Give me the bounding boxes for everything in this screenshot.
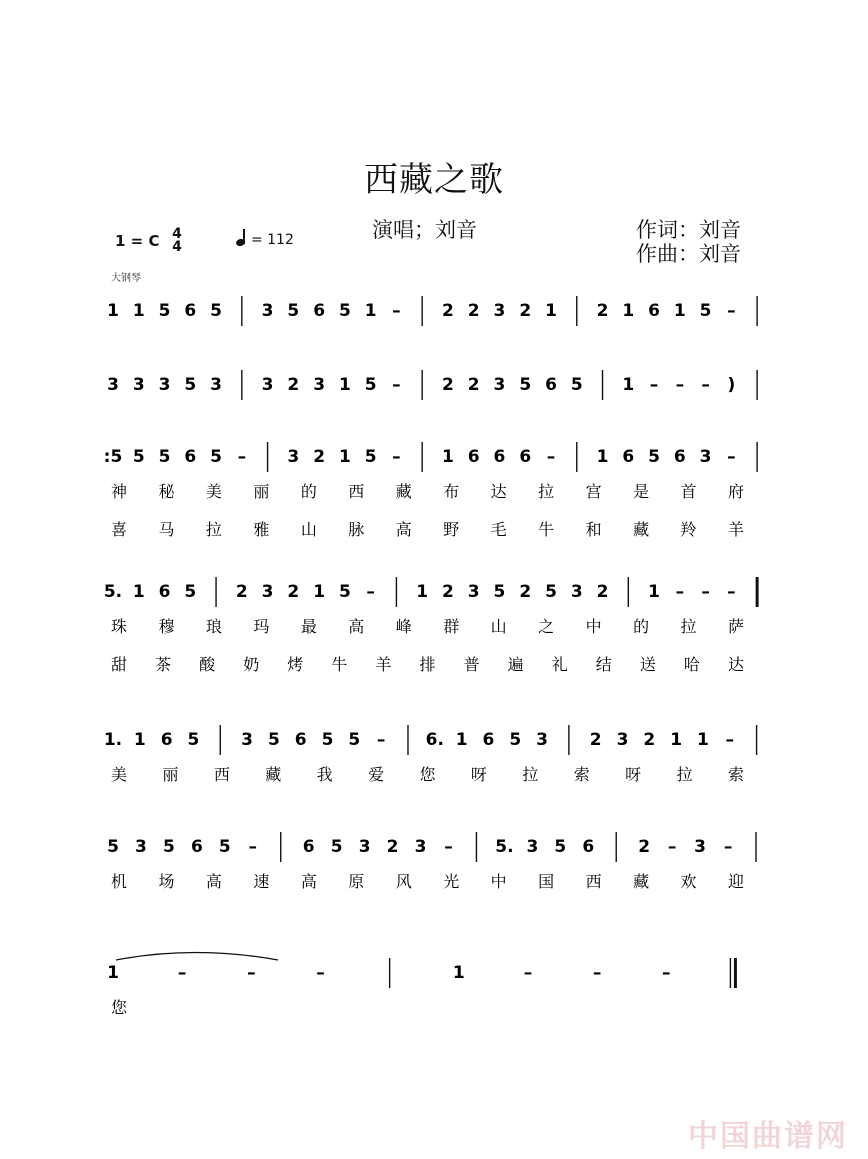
score-note: 6 (160, 730, 173, 750)
lyric-char: 西 (585, 872, 602, 891)
score-note: 1 (313, 582, 326, 602)
lyric-char: 神 (110, 482, 128, 501)
lyric-char: 藏 (633, 520, 650, 539)
score-note: 5 (184, 375, 197, 395)
lyric-char: 和 (585, 520, 602, 539)
lyric-char: 宫 (585, 482, 602, 501)
lyric-char: 高 (205, 872, 222, 891)
score-note: 3 (570, 582, 583, 602)
score-note: 3 (313, 375, 326, 395)
lyric-char: 机 (110, 872, 128, 891)
composer-credit: 作曲：刘音 (636, 242, 741, 266)
lyric-char: 风 (395, 872, 412, 891)
score-note: – (237, 447, 247, 467)
score-note: 2 (467, 301, 480, 321)
score-note: 1 (132, 582, 145, 602)
lyric-char: 国 (538, 872, 555, 891)
score-note: – (649, 375, 659, 395)
lyric-char: 结 (595, 655, 612, 674)
lyric-char: 欢 (680, 872, 697, 891)
score-note: 5 (287, 301, 300, 321)
lyric-char: 您 (110, 998, 128, 1017)
score-note: 3 (158, 375, 171, 395)
score-note: 1 (416, 582, 429, 602)
score-note: 5 (648, 447, 660, 467)
score-note: 1. (103, 730, 123, 750)
lyric-char: 拉 (538, 482, 555, 501)
score-note: – (727, 582, 736, 602)
score-note: – (592, 963, 602, 983)
lyric-char: 场 (158, 872, 175, 891)
score-note: 1 (697, 730, 709, 750)
lyric-char: 达 (727, 655, 745, 674)
lyric-char: 达 (490, 482, 507, 501)
lyric-char: 烤 (287, 655, 304, 674)
lyric-char: 呀 (470, 765, 487, 784)
score-note: 2 (596, 301, 609, 321)
score-note: 5 (132, 447, 145, 467)
score-note: 6 (482, 730, 495, 750)
score-note: 3 (261, 301, 274, 321)
score-note: 1 (364, 301, 377, 321)
lyric-char: 速 (253, 872, 270, 891)
lyric-char: 茶 (155, 655, 172, 674)
score-note: 1 (338, 375, 351, 395)
score-note: 3 (210, 375, 222, 395)
score-note: :5 (103, 447, 123, 467)
score-note: 1 (670, 730, 683, 750)
lyric-char: 甜 (110, 655, 128, 674)
lyric-char: 哈 (683, 655, 700, 674)
score-note: 1 (107, 301, 119, 321)
score-note: – (701, 582, 710, 602)
score-note: 2 (643, 730, 656, 750)
score-note: 2 (596, 582, 609, 602)
score-note: 6 (294, 730, 307, 750)
score-note: – (392, 375, 401, 395)
score-note: 5 (509, 730, 522, 750)
score-note: 5 (210, 301, 222, 321)
score-note: 5 (570, 375, 583, 395)
score-note: 2 (313, 447, 326, 467)
lyric-char: 藏 (265, 765, 282, 784)
lyric-char: 西 (213, 765, 230, 784)
lyric-char: 您 (419, 765, 436, 784)
score-note: 6 (184, 447, 197, 467)
lyric-char: 礼 (551, 655, 568, 674)
lyric-char: 丽 (162, 765, 179, 784)
lyric-char: 珠 (110, 617, 128, 636)
lyric-char: 雅 (253, 520, 270, 539)
slur (116, 953, 278, 961)
lyric-char: 送 (639, 655, 656, 674)
score-note: – (701, 375, 710, 395)
score-note: 2 (287, 375, 300, 395)
song-title: 西藏之歌 (364, 160, 504, 200)
score-note: 2 (589, 730, 602, 750)
score-note: 5 (218, 837, 231, 857)
score-note: 5 (545, 582, 557, 602)
score-note: 1 (133, 730, 146, 750)
lyric-char: 琅 (205, 617, 222, 636)
score-note: 3 (467, 582, 480, 602)
score-note: 6 (519, 447, 532, 467)
score-note: 5. (103, 582, 123, 602)
score-note: – (376, 730, 386, 750)
lyric-char: 原 (348, 872, 365, 891)
score-note: 3 (287, 447, 300, 467)
score-note: 3 (135, 837, 147, 857)
lyric-char: 遍 (507, 655, 524, 674)
score-note: 1 (107, 963, 119, 983)
score-note: 6 (313, 301, 326, 321)
score-note: 6 (673, 447, 686, 467)
lyric-char: 美 (205, 482, 222, 501)
score-note: 6 (158, 582, 171, 602)
score-note: 6 (467, 447, 480, 467)
lyric-char: 首 (680, 482, 697, 501)
score-note: 1 (132, 301, 145, 321)
score-note: 3 (493, 301, 506, 321)
score-note: 1 (452, 963, 465, 983)
lyric-char: 拉 (205, 520, 222, 539)
score-note: 1 (442, 447, 454, 467)
score-note: 5 (321, 730, 334, 750)
score-note: 3 (526, 837, 539, 857)
score-note: 3 (107, 375, 119, 395)
score-note: 3 (694, 837, 707, 857)
instrument-label: 大钢琴 (111, 273, 141, 284)
lyric-char: 喜 (110, 520, 128, 539)
score-note: 3 (493, 375, 506, 395)
score-note: 5 (348, 730, 361, 750)
lyric-char: 布 (443, 482, 460, 501)
score-note: 1 (596, 447, 609, 467)
score-note: 6 (622, 447, 635, 467)
lyric-char: 萨 (727, 617, 745, 636)
lyric-char: 羊 (375, 655, 392, 674)
lyric-char: 迎 (727, 872, 745, 891)
lyric-char: 美 (110, 765, 128, 784)
tempo-value: = 112 (250, 232, 294, 248)
score-note: 2 (287, 582, 300, 602)
score-note: 5 (162, 837, 175, 857)
score-note: 6 (545, 375, 557, 395)
lyric-char: 拉 (522, 765, 539, 784)
lyric-char: 牛 (331, 655, 348, 674)
score-note: 3 (699, 447, 712, 467)
lyric-char: 脉 (348, 520, 365, 539)
score-note: 5 (158, 447, 171, 467)
score-note: 3 (536, 730, 548, 750)
score-note: 5 (187, 730, 200, 750)
lyric-char: 羚 (680, 520, 697, 539)
score-note: 2 (235, 582, 248, 602)
lyric-char: 拉 (680, 617, 697, 636)
score-note: – (392, 447, 401, 467)
lyric-char: 毛 (490, 520, 507, 539)
score-note: 1 (545, 301, 557, 321)
score-note: 5 (699, 301, 712, 321)
score-note: 2 (442, 375, 454, 395)
score-note: 3 (241, 730, 254, 750)
score-note: 1 (455, 730, 468, 750)
performer-credit: 演唱；刘音 (372, 218, 477, 242)
lyric-char: 玛 (253, 617, 270, 636)
lyric-char: 是 (633, 482, 650, 501)
score-note: 2 (467, 375, 480, 395)
lyric-char: 的 (633, 617, 650, 636)
score-note: 6 (184, 301, 197, 321)
lyric-char: 山 (300, 520, 317, 539)
score-note: – (177, 963, 187, 983)
score-note: 5 (364, 447, 377, 467)
score-note: 5 (338, 301, 351, 321)
score-note: 2 (386, 837, 399, 857)
lyric-char: 野 (443, 520, 460, 539)
score-note: – (725, 730, 735, 750)
score-note: 3 (261, 582, 274, 602)
lyric-char: 羊 (727, 520, 745, 539)
score-note: – (247, 963, 256, 983)
score-note: 6 (582, 837, 595, 857)
lyric-char: 藏 (633, 872, 650, 891)
lyric-char: 牛 (538, 520, 555, 539)
score-note: – (248, 837, 258, 857)
score-note: – (523, 963, 533, 983)
lyric-char: 峰 (395, 617, 412, 636)
score-note: 3 (414, 837, 427, 857)
score-note: 2 (638, 837, 651, 857)
score-note: 5 (330, 837, 343, 857)
lyric-char: 高 (300, 872, 317, 891)
score-note: 6 (190, 837, 203, 857)
score-note: – (675, 582, 685, 602)
lyric-char: 马 (158, 520, 175, 539)
lyric-char: 爱 (368, 765, 385, 784)
lyric-char: 之 (538, 617, 555, 636)
score-note: 1 (622, 375, 635, 395)
key-signature: 1 = C (115, 232, 160, 250)
lyric-char: 中 (585, 617, 602, 636)
lyric-char: 普 (463, 655, 480, 674)
lyric-char: 酸 (199, 655, 216, 674)
score-note: 1 (338, 447, 351, 467)
score-note: 6 (302, 837, 315, 857)
score-note: – (316, 963, 325, 983)
lyric-char: 索 (727, 765, 745, 784)
score-note: 1 (622, 301, 635, 321)
lyric-char: 群 (443, 617, 460, 636)
score-note: 5 (158, 301, 171, 321)
score-note: 2 (442, 582, 454, 602)
lyricist-credit: 作词：刘音 (636, 218, 741, 242)
score-note: 5 (554, 837, 567, 857)
score-note: ) (727, 375, 736, 395)
lyric-char: 拉 (676, 765, 693, 784)
lyric-char: 中 (490, 872, 507, 891)
score-note: 5 (210, 447, 222, 467)
score-note: – (667, 837, 677, 857)
score-note: 5 (519, 375, 532, 395)
score-note: 3 (261, 375, 274, 395)
score-note: – (675, 375, 685, 395)
score-note: 2 (442, 301, 454, 321)
score-note: – (727, 301, 736, 321)
score-note: – (662, 963, 671, 983)
lyric-char: 的 (300, 482, 317, 501)
score-note: 3 (616, 730, 629, 750)
score-note: – (723, 837, 733, 857)
time-signature-top: 4 (172, 226, 182, 242)
lyric-char: 西 (348, 482, 365, 501)
lyric-char: 高 (348, 617, 365, 636)
score-note: – (444, 837, 453, 857)
lyric-char: 藏 (395, 482, 412, 501)
lyric-char: 最 (300, 617, 317, 636)
score-note: 2 (519, 301, 532, 321)
score-note: 5. (495, 837, 514, 857)
score-note: 2 (519, 582, 532, 602)
lyric-char: 秘 (158, 482, 175, 501)
score-note: – (546, 447, 556, 467)
lyric-char: 光 (443, 872, 460, 891)
score-note: 5 (364, 375, 377, 395)
score-note: 5 (184, 582, 197, 602)
lyric-char: 我 (316, 765, 333, 784)
score-note: 1 (673, 301, 686, 321)
score-note: 5 (493, 582, 506, 602)
score-note: 5 (267, 730, 280, 750)
lyric-char: 丽 (253, 482, 270, 501)
score-note: 5 (107, 837, 119, 857)
score-note: 1 (648, 582, 660, 602)
score-note: 6. (425, 730, 444, 750)
score-note: 5 (338, 582, 351, 602)
watermark-logo: 中国曲谱网 (688, 1119, 848, 1154)
score-note: 6 (648, 301, 660, 321)
lyric-char: 索 (573, 765, 590, 784)
lyric-char: 府 (727, 482, 745, 501)
lyric-char: 呀 (625, 765, 642, 784)
lyric-char: 高 (395, 520, 412, 539)
score-note: – (366, 582, 375, 602)
score-note: – (727, 447, 736, 467)
score-note: 3 (132, 375, 145, 395)
score-note: 6 (493, 447, 506, 467)
score-note: 3 (358, 837, 371, 857)
lyric-char: 山 (490, 617, 507, 636)
time-signature-bottom: 4 (172, 239, 182, 255)
lyric-char: 穆 (158, 617, 175, 636)
lyric-char: 排 (419, 655, 436, 674)
score-note: – (392, 301, 401, 321)
lyric-char: 奶 (243, 655, 260, 674)
